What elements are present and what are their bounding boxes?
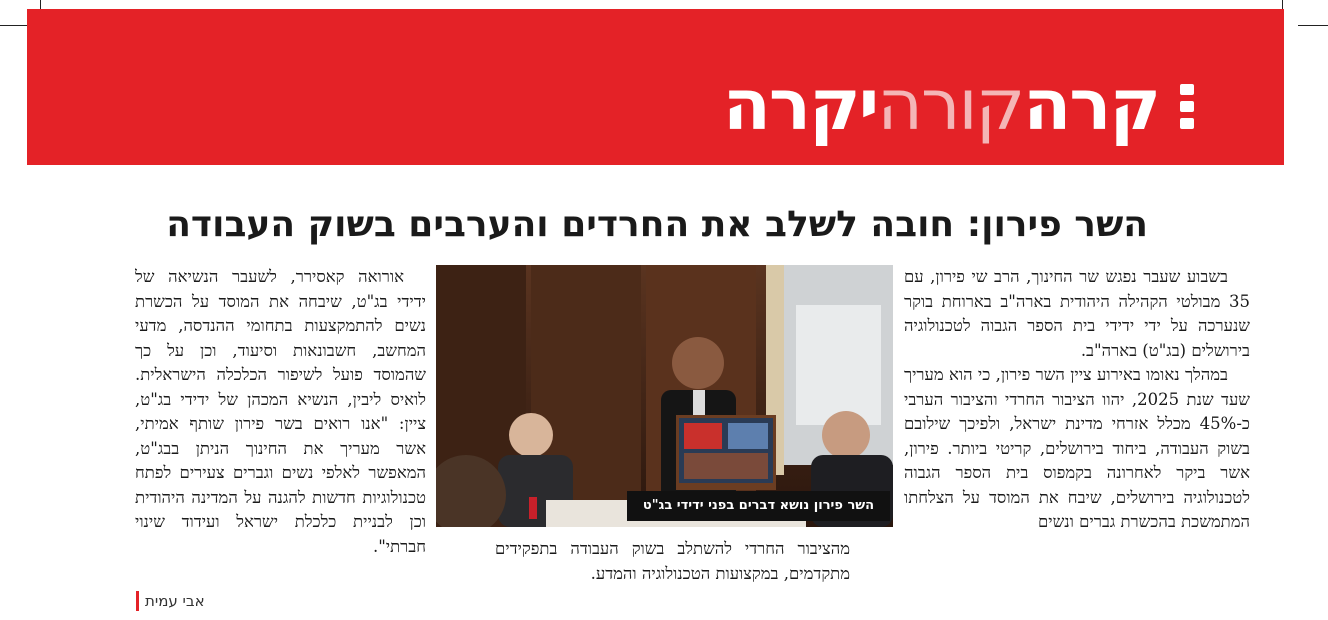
paragraph: מהציבור החרדי להשתלב בשוק העבודה בתפקידים מתקדמים, במקצועות הטכנולוגיה והמדע. [495, 539, 850, 583]
article-column-middle [495, 537, 850, 609]
paragraph: אורואה קאסירר, לשעבר הנשיאה של ידידי בג"ט, שיבחה את המוסד על הכשרת נשים להתמקצעות בתחומי ההנדסה, מדעי המחשב, חשבונאות וסיעוד, וכן על כך שהמוסד פועל לשיפור הכלכלה הישראלית. לואיס ליבין, הנשיא המכהן של ידידי בג"ט, ציין: "אנו רואים בשר פירון שותף אמיתי, אשר מעריך את החינוך הניתן בבג"ט, המאפשר לאלפי נשים וגברים צעירים לפתח טכנולוגיות חדשות להגנה על המדינה היהודית וכן לבניית כלכלת ישראל ועידוד שינוי חברתי". [135, 267, 426, 556]
section-title [723, 65, 1159, 145]
paragraph: במהלך נאומו באירוע ציין השר פירון, כי הוא מעריך שעד שנת 2025, יהוו הציבור החרדי והציבור הערבי כ-45% מכלל אזרחי מדינת ישראל, ולפיכך שילובם בשוק העבודה, ביחוד בירושלים, קריטי ביותר. פירון, אשר ביקר לאחרונה בקמפוס בית הספר הגבוה לטכנולוגיה בירושלים, שיבח את המוסד על הצלחתו המתמשכת בהכשרת גברים ונשים [904, 365, 1250, 531]
paragraph: בשבוע שעבר נפגש שר החינוך, הרב שי פירון, עם 35 מבולטי הקהילה היהודית בארה"ב בארוחת בוקר שנערכה על ידי ידידי בית הספר הגבוה לטכנולוגיה בירושלים (בג"ט) בארה"ב. [904, 267, 1250, 360]
crop-mark [0, 25, 30, 26]
article-column-left [135, 265, 426, 587]
article-photo [436, 265, 893, 527]
byline-divider [136, 591, 139, 611]
article-headline: השר פירון: חובה לשלב את החרדים והערבים בשוק העבודה [166, 204, 1148, 245]
byline-author: אבי עמית [145, 592, 205, 610]
byline [136, 588, 205, 614]
photo-caption: השר פירון נושא דברים בפני ידידי בג"ט [627, 491, 890, 521]
photo-illustration [436, 265, 893, 527]
section-title-part1: קרה [1023, 64, 1159, 146]
section-banner [27, 9, 1284, 165]
article-column-right [904, 265, 1250, 613]
section-title-part3: יקרה [722, 64, 878, 146]
section-title-part2: קורה [877, 64, 1024, 146]
bullet-dots-icon [1180, 84, 1196, 130]
crop-mark [1298, 25, 1328, 26]
